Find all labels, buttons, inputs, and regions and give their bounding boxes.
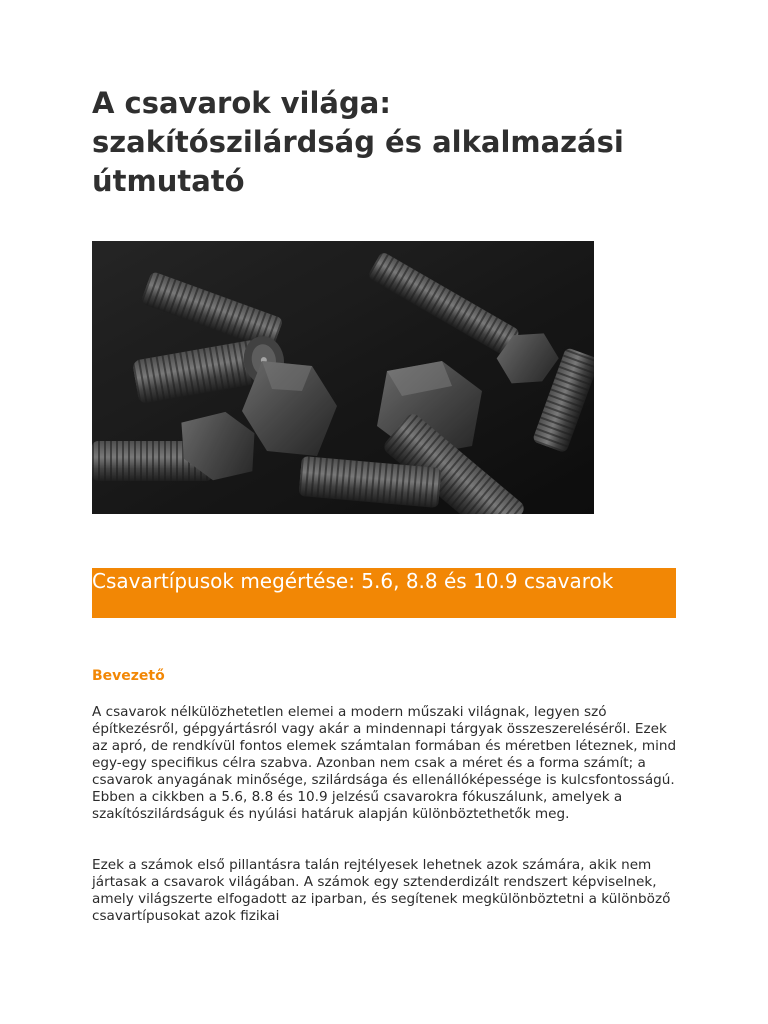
intro-paragraph-1: A csavarok nélkülözhetetlen elemei a modern műszaki világnak, legyen szó építkezésről, gépgyártásról vagy akár a mindennapi tárgyak összeszereléséről. Ezek az apró, de rendkívül fontos elemek számtalan formában és méretben léteznek, mind egy-egy specifikus célra szabva. Azonban nem csak a méret és a forma számít; a csavarok anyagának minősége, szilárdsága és ellenállóképessége is kulcsfontosságú. Ebben a cikkben a 5.6, 8.8 és 10.9 jelzésű csavarokra fókuszálunk, amelyek a szakítószilárdságuk és nyúlási határuk alapján különböztethetők meg. xyxy=(92,704,677,822)
intro-heading: Bevezető xyxy=(92,668,165,684)
intro-paragraph-2: Ezek a számok első pillantásra talán rejtélyesek lehetnek azok számára, akik nem jártasak a csavarok világában. A számok egy sztenderdizált rendszert képviselnek, amely világszerte elfogadott az iparban, és segítenek megkülönböztetni a különböző csavartípusokat azok fizikai xyxy=(92,857,671,924)
hero-image xyxy=(92,241,594,514)
bolts-photo xyxy=(92,241,594,514)
section-title-banner: Csavartípusok megértése: 5.6, 8.8 és 10.9 csavarok xyxy=(92,568,676,618)
page-title: A csavarok világa: szakítószilárdság és alkalmazási útmutató xyxy=(92,86,624,198)
